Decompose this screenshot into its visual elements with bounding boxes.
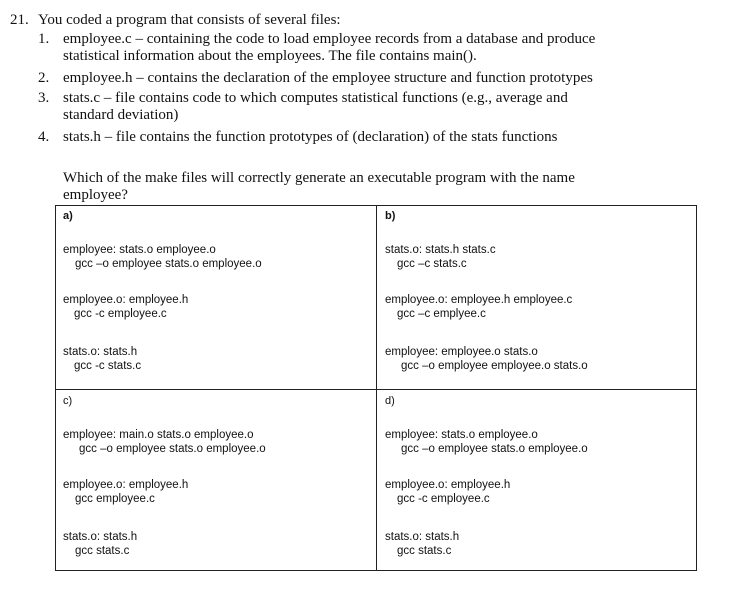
question-text: You coded a program that consists of several files: [38,12,341,28]
make-rule [385,428,588,456]
rule-target: employee.o: employee.h employee.c [385,294,573,306]
rule-command: gcc employee.c [75,493,155,505]
question-header [10,12,341,29]
rule-command: gcc –c stats.c [397,258,467,270]
make-rule [63,478,188,506]
make-rule [385,530,459,558]
list-item-number: 1. [38,31,50,47]
rule-command: gcc –o employee stats.o employee.o [79,443,266,455]
rule-command: gcc -c employee.c [74,308,167,320]
list-item-line: standard deviation) [63,107,179,123]
make-rule [63,345,141,373]
option-label: c) [63,395,73,407]
rule-command: gcc stats.c [397,545,452,557]
rule-target: employee: employee.o stats.o [385,346,538,358]
list-item-number: 3. [38,90,50,106]
question-number: 21. [10,12,29,28]
list-item-number: 2. [38,70,50,86]
rule-target: employee: stats.o employee.o [385,429,538,441]
rule-target: stats.o: stats.h [63,346,138,358]
make-rule [385,293,572,321]
list-item-line: employee.h – contains the declaration of the employee structure and function prototypes [63,70,593,86]
rule-target: employee.o: employee.h [63,479,189,491]
table-divider [376,206,377,570]
option-label: a) [63,210,73,222]
rule-command: gcc –o employee employee.o stats.o [401,360,588,372]
table-divider [56,389,696,390]
rule-command: gcc -c stats.c [74,360,142,372]
make-rule [63,530,137,558]
list-item-number: 4. [38,129,50,145]
prompt-line: employee? [63,187,128,203]
list-item-line: statistical information about the employees. The file contains main(). [63,48,477,64]
rule-command: gcc –o employee stats.o employee.o [75,258,262,270]
option-label: b) [385,210,396,222]
rule-command: gcc –c emplyee.c [397,308,486,320]
rule-target: stats.o: stats.h [63,531,138,543]
make-rule [63,243,262,271]
prompt-line: Which of the make files will correctly generate an executable program with the name [63,170,575,186]
rule-target: employee.o: employee.h [63,294,189,306]
list-item-line: stats.c – file contains code to which computes statistical functions (e.g., average and [63,90,568,106]
rule-command: gcc -c employee.c [397,493,490,505]
make-rule [385,345,588,373]
make-rule [385,243,496,271]
make-rule [63,293,188,321]
rule-target: employee: stats.o employee.o [63,244,216,256]
list-item-line: stats.h – file contains the function prototypes of (declaration) of the stats functions [63,129,558,145]
make-rule [385,478,510,506]
rule-target: employee.o: employee.h [385,479,511,491]
rule-target: stats.o: stats.h stats.c [385,244,496,256]
rule-command: gcc stats.c [75,545,130,557]
make-rule [63,428,266,456]
list-item-line: employee.c – containing the code to load employee records from a database and produce [63,31,596,47]
rule-target: employee: main.o stats.o employee.o [63,429,254,441]
rule-command: gcc –o employee stats.o employee.o [401,443,588,455]
option-label: d) [385,395,395,407]
question-prompt [63,170,673,204]
rule-target: stats.o: stats.h [385,531,460,543]
options-table [55,205,697,571]
